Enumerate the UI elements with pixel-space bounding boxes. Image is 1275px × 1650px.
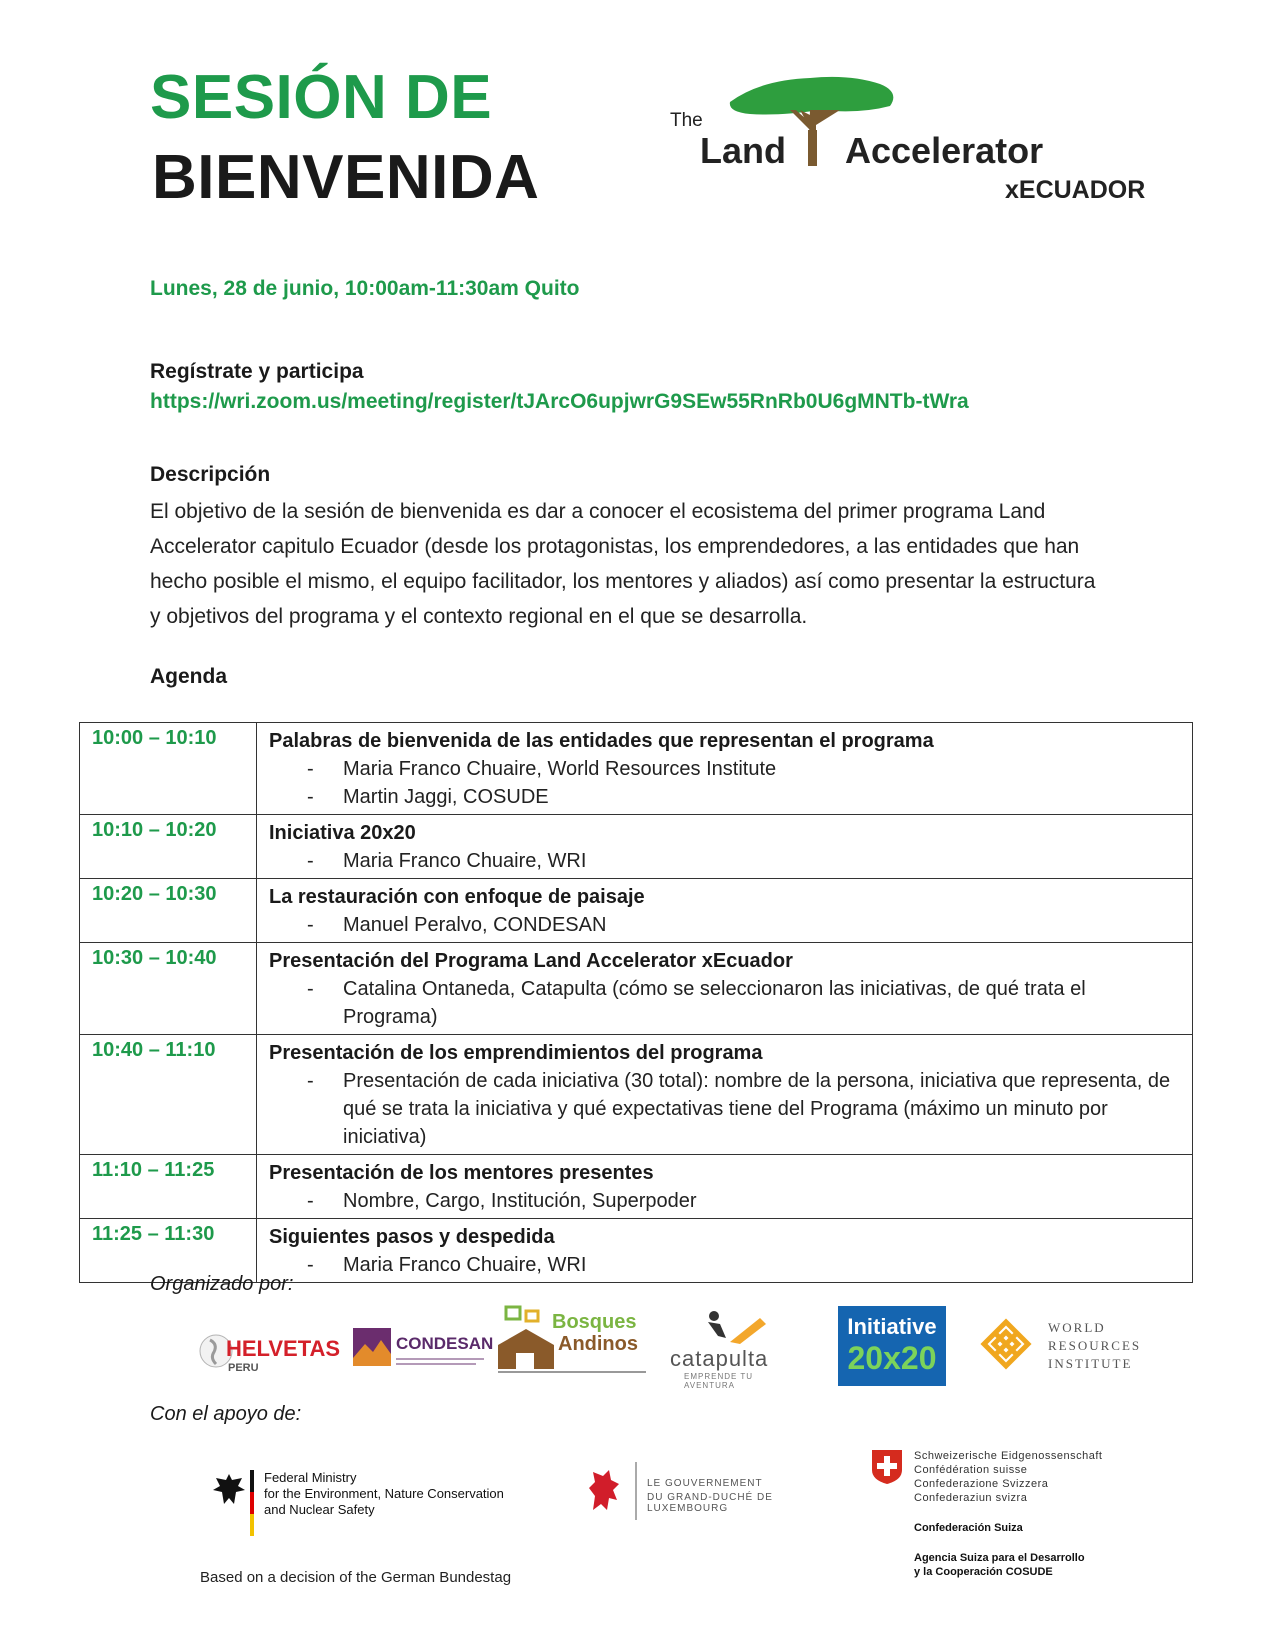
luxembourg-logo xyxy=(585,1462,845,1522)
agenda-title: Siguientes pasos y despedida xyxy=(269,1226,555,1248)
agenda-time: 10:30 – 10:40 xyxy=(80,943,257,1035)
andinos-text: Andinos xyxy=(558,1333,638,1355)
helvetas-logo xyxy=(198,1330,341,1378)
register-link[interactable]: https://wri.zoom.us/meeting/register/tJArcO6upjwrG9SEw55RnRb0U6gMNTb-tWra xyxy=(150,390,969,413)
helvetas-text: HELVETAS xyxy=(226,1336,341,1361)
wri-text-2: RESOURCES xyxy=(1048,1338,1142,1353)
agenda-heading: Agenda xyxy=(150,665,228,688)
initiative-text: Initiative xyxy=(847,1314,937,1339)
condesan-logo xyxy=(353,1328,494,1374)
land-accelerator-logo xyxy=(670,70,1170,210)
agenda-content xyxy=(257,723,1193,815)
logo-land: Land xyxy=(700,130,786,171)
initiative-20x20-logo xyxy=(838,1306,946,1386)
agenda-speaker: - Nombre, Cargo, Institución, Superpoder xyxy=(307,1187,1182,1215)
supporters-label: Con el apoyo de: xyxy=(150,1403,302,1425)
agenda-content xyxy=(257,1219,1193,1283)
agenda-speaker: - Maria Franco Chuaire, World Resources Institute xyxy=(307,755,1182,783)
agenda-content xyxy=(257,815,1193,879)
agenda-row xyxy=(80,815,1193,879)
bmu-logo xyxy=(212,1470,512,1556)
helvetas-sub: PERU xyxy=(228,1362,259,1374)
agenda-row xyxy=(80,1035,1193,1155)
bundestag-note: Based on a decision of the German Bundestag xyxy=(200,1569,512,1586)
wri-logo xyxy=(980,1318,1140,1376)
swiss-text-5: Confederación Suiza xyxy=(914,1522,1023,1534)
agenda-time: 10:00 – 10:10 xyxy=(80,723,257,815)
agenda-table xyxy=(79,722,1193,1283)
swiss-confederation-logo xyxy=(872,1450,1112,1590)
logo-accelerator: Accelerator xyxy=(845,130,1044,171)
swiss-text-7: y la Cooperación COSUDE xyxy=(914,1566,1053,1578)
agenda-speaker: - Catalina Ontaneda, Catapulta (cómo se seleccionaron las iniciativas, de qué trata el Programa) xyxy=(307,975,1182,1031)
mountain-icon xyxy=(353,1328,391,1366)
trees-icon xyxy=(498,1305,554,1369)
initiative-20x20-text: 20x20 xyxy=(847,1340,937,1376)
agenda-speaker: - Maria Franco Chuaire, WRI xyxy=(307,1251,1182,1279)
agenda-title: Presentación de los emprendimientos del programa xyxy=(269,1042,763,1064)
agenda-time: 10:10 – 10:20 xyxy=(80,815,257,879)
lion-icon xyxy=(585,1466,625,1514)
agenda-title: Iniciativa 20x20 xyxy=(269,822,416,844)
catapulta-logo xyxy=(670,1310,795,1390)
description-heading: Descripción xyxy=(150,463,271,486)
agenda-speaker: - Presentación de cada iniciativa (30 total): nombre de la persona, iniciativa que representa, de qué se trata la iniciativa y qué expectativas tiene del Programa (máximo un minuto por iniciativa) xyxy=(307,1067,1182,1151)
logo-the: The xyxy=(670,110,703,131)
agenda-title: Presentación de los mentores presentes xyxy=(269,1162,654,1184)
agenda-content xyxy=(257,1155,1193,1219)
bosques-text: Bosques xyxy=(552,1311,637,1333)
swiss-text-2: Confédération suisse xyxy=(914,1464,1028,1476)
agenda-title: La restauración con enfoque de paisaje xyxy=(269,886,645,908)
agenda-time: 10:40 – 11:10 xyxy=(80,1035,257,1155)
swiss-text-6: Agencia Suiza para el Desarrollo xyxy=(914,1552,1085,1564)
agenda-row xyxy=(80,943,1193,1035)
bmu-text-2: for the Environment, Nature Conservation xyxy=(264,1486,504,1501)
catapulta-text: catapulta xyxy=(670,1346,769,1371)
page-title-line1: SESIÓN DE xyxy=(150,63,493,132)
swiss-text-3: Confederazione Svizzera xyxy=(914,1478,1049,1490)
catapult-icon xyxy=(700,1310,770,1346)
agenda-time: 11:10 – 11:25 xyxy=(80,1155,257,1219)
agenda-time: 11:25 – 11:30 xyxy=(80,1219,257,1283)
lux-text-1: LE GOUVERNEMENT xyxy=(647,1478,763,1489)
agenda-row xyxy=(80,723,1193,815)
page-title-line2: BIENVENIDA xyxy=(152,143,540,212)
eagle-icon xyxy=(212,1472,246,1508)
agenda-time: 10:20 – 10:30 xyxy=(80,879,257,943)
condesan-text: CONDESAN xyxy=(396,1334,494,1353)
event-date: Lunes, 28 de junio, 10:00am-11:30am Quito xyxy=(150,277,580,300)
agenda-title: Presentación del Programa Land Accelerator xEcuador xyxy=(269,950,793,972)
swiss-text-1: Schweizerische Eidgenossenschaft xyxy=(914,1450,1103,1462)
agenda-speaker: - Martin Jaggi, COSUDE xyxy=(307,783,1182,811)
catapulta-sub: EMPRENDE TU AVENTURA xyxy=(684,1372,754,1390)
organizers-label: Organizado por: xyxy=(150,1273,294,1295)
agenda-row xyxy=(80,879,1193,943)
agenda-content xyxy=(257,943,1193,1035)
bosques-andinos-logo xyxy=(498,1305,648,1375)
agenda-speaker: - Maria Franco Chuaire, WRI xyxy=(307,847,1182,875)
wri-text-3: INSTITUTE xyxy=(1048,1356,1133,1371)
agenda-speaker: - Manuel Peralvo, CONDESAN xyxy=(307,911,1182,939)
agenda-row xyxy=(80,1155,1193,1219)
agenda-content xyxy=(257,879,1193,943)
swiss-cross-icon xyxy=(872,1450,902,1484)
agenda-title: Palabras de bienvenida de las entidades que representan el programa xyxy=(269,730,934,752)
logo-xecuador: xECUADOR xyxy=(1005,176,1146,204)
description-body: El objetivo de la sesión de bienvenida es dar a conocer el ecosistema del primer programa Land Accelerator capitulo Ecuador (desde los protagonistas, los emprendedores, a las entidades que han hecho posible el mismo, el equipo facilitador, los mentores y aliados) así como presentar la estructura y objetivos del programa y el contexto regional en el que se desarrolla. xyxy=(150,500,1096,628)
bmu-text-3: and Nuclear Safety xyxy=(264,1502,375,1517)
wri-pattern-icon xyxy=(980,1318,1032,1370)
swiss-text-4: Confederaziun svizra xyxy=(914,1492,1028,1504)
agenda-content xyxy=(257,1035,1193,1155)
wri-text-1: WORLD xyxy=(1048,1320,1106,1335)
bmu-text-1: Federal Ministry xyxy=(264,1470,357,1485)
lux-text-2: DU GRAND-DUCHÉ DE LUXEMBOURG xyxy=(647,1492,773,1514)
register-heading: Regístrate y participa xyxy=(150,360,364,383)
